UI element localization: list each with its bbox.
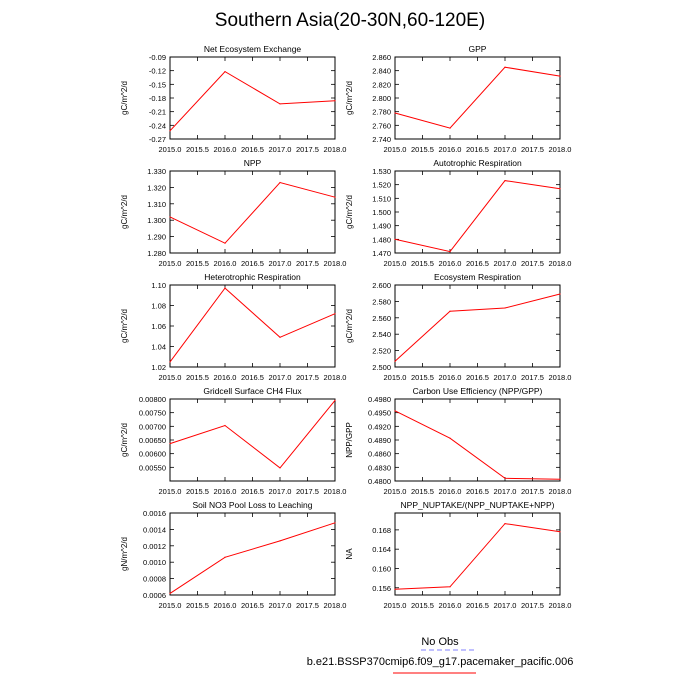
y-tick-label: 2.740 xyxy=(372,135,391,144)
y-tick-label: 1.02 xyxy=(151,363,166,372)
x-tick-label: 2018.0 xyxy=(323,487,347,496)
series-line-0 xyxy=(170,72,335,131)
y-tick-label: 0.4920 xyxy=(368,422,391,432)
x-tick-label: 2018.0 xyxy=(548,373,572,382)
panel-3 xyxy=(345,158,571,268)
data-point xyxy=(449,438,450,439)
panel-4 xyxy=(120,272,346,382)
y-tick-label: 0.00600 xyxy=(138,449,166,459)
y-tick-label: -0.12 xyxy=(148,66,166,76)
x-tick-label: 2017.5 xyxy=(296,487,319,496)
data-point xyxy=(394,361,395,362)
x-tick-label: 2017.5 xyxy=(521,601,544,610)
plot-frame xyxy=(395,399,560,481)
data-point xyxy=(169,130,170,131)
x-tick-label: 2015.5 xyxy=(411,145,434,154)
x-tick-label: 2017.0 xyxy=(268,145,292,154)
x-tick-label: 2016.0 xyxy=(213,487,237,496)
data-point xyxy=(169,593,170,594)
y-tick-label: 0.156 xyxy=(372,583,391,593)
x-tick-label: 2015.5 xyxy=(411,373,434,382)
data-point xyxy=(334,313,335,314)
y-tick-label: 1.04 xyxy=(151,342,166,352)
data-point xyxy=(394,112,395,113)
data-point xyxy=(279,103,280,104)
x-tick-label: 2016.5 xyxy=(241,259,264,268)
data-point xyxy=(449,311,450,312)
x-tick-label: 2017.5 xyxy=(521,145,544,154)
series-line-0 xyxy=(170,523,335,594)
y-tick-label: 1.480 xyxy=(372,235,391,245)
data-point xyxy=(504,180,505,181)
x-tick-label: 2017.5 xyxy=(521,487,544,496)
x-tick-label: 2016.0 xyxy=(213,259,237,268)
data-point xyxy=(394,239,395,240)
x-tick-label: 2018.0 xyxy=(548,487,572,496)
y-tick-label: 2.580 xyxy=(372,297,391,307)
x-tick-label: 2016.5 xyxy=(466,601,489,610)
y-tick-label: -0.15 xyxy=(148,80,166,90)
data-point xyxy=(169,443,170,444)
plot-frame xyxy=(170,285,335,367)
data-point xyxy=(334,197,335,198)
series-line-0 xyxy=(395,294,560,361)
y-tick-label: 0.4950 xyxy=(368,408,391,418)
y-tick-label: 2.860 xyxy=(372,53,391,62)
plot-frame xyxy=(170,57,335,139)
y-tick-label: 1.08 xyxy=(151,301,166,311)
y-tick-label: 1.330 xyxy=(147,167,166,176)
y-tick-label: 2.540 xyxy=(372,330,391,340)
data-point xyxy=(224,557,225,558)
x-tick-label: 2015.0 xyxy=(158,487,182,496)
data-point xyxy=(504,478,505,479)
legend-obs-label: No Obs xyxy=(421,636,459,648)
y-axis-label: gC/m^2/d xyxy=(345,309,354,343)
y-tick-label: 1.520 xyxy=(372,180,391,190)
y-tick-label: 0.0014 xyxy=(143,525,166,535)
x-tick-label: 2015.0 xyxy=(158,259,182,268)
plot-frame xyxy=(170,171,335,253)
legend-model-label: b.e21.BSSP370cmip6.f09_g17.pacemaker_pacific.006 xyxy=(306,656,574,668)
y-tick-label: -0.09 xyxy=(148,53,166,62)
y-tick-label: 1.530 xyxy=(372,167,391,176)
panel-title: Heterotrophic Respiration xyxy=(204,272,301,282)
data-point xyxy=(504,67,505,68)
y-tick-label: 1.510 xyxy=(372,194,391,204)
panel-title: NPP_NUPTAKE/(NPP_NUPTAKE+NPP) xyxy=(400,500,555,510)
series-line-0 xyxy=(395,67,560,128)
data-point xyxy=(224,71,225,72)
x-tick-label: 2016.0 xyxy=(213,373,237,382)
x-tick-label: 2018.0 xyxy=(548,259,572,268)
y-axis-label: gC/m^2/d xyxy=(120,81,129,115)
x-tick-label: 2016.0 xyxy=(438,601,462,610)
y-tick-label: 2.800 xyxy=(372,94,391,103)
y-tick-label: 2.520 xyxy=(372,346,391,356)
y-tick-label: 2.500 xyxy=(372,363,391,372)
data-point xyxy=(449,251,450,252)
y-axis-label: gC/m^2/d xyxy=(120,309,129,343)
y-tick-label: 1.500 xyxy=(372,208,391,217)
plot-frame xyxy=(395,285,560,367)
y-tick-label: -0.27 xyxy=(148,135,166,144)
y-tick-label: 0.00550 xyxy=(138,463,166,473)
y-tick-label: 1.470 xyxy=(372,249,391,258)
x-tick-label: 2016.5 xyxy=(466,259,489,268)
series-line-0 xyxy=(170,183,335,244)
y-tick-label: -0.18 xyxy=(148,94,166,103)
panel-7 xyxy=(345,386,571,496)
data-point xyxy=(449,586,450,587)
x-tick-label: 2015.5 xyxy=(411,487,434,496)
y-axis-label: NPP/GPP xyxy=(345,422,354,458)
y-tick-label: -0.24 xyxy=(148,121,166,131)
data-point xyxy=(224,287,225,288)
y-tick-label: 0.160 xyxy=(372,564,391,574)
data-point xyxy=(279,182,280,183)
x-tick-label: 2018.0 xyxy=(548,601,572,610)
data-point xyxy=(559,479,560,480)
series-line-0 xyxy=(395,524,560,590)
y-tick-label: 0.00750 xyxy=(138,408,166,418)
y-tick-label: 2.560 xyxy=(372,313,391,323)
x-tick-label: 2017.5 xyxy=(296,259,319,268)
data-point xyxy=(559,531,560,532)
x-tick-label: 2016.5 xyxy=(241,601,264,610)
panel-title: Carbon Use Efficiency (NPP/GPP) xyxy=(412,386,543,396)
data-point xyxy=(559,188,560,189)
y-tick-label: 0.0008 xyxy=(143,574,166,584)
y-tick-label: 0.4980 xyxy=(368,395,391,404)
x-tick-label: 2015.5 xyxy=(186,373,209,382)
plot-frame xyxy=(395,171,560,253)
x-tick-label: 2016.5 xyxy=(241,487,264,496)
y-tick-label: 1.320 xyxy=(147,183,166,193)
x-tick-label: 2016.0 xyxy=(438,373,462,382)
y-tick-label: 0.4800 xyxy=(368,477,391,486)
x-tick-label: 2017.5 xyxy=(296,145,319,154)
y-tick-label: 1.10 xyxy=(151,281,166,290)
plot-frame xyxy=(170,513,335,595)
series-line-0 xyxy=(395,181,560,252)
x-tick-label: 2017.0 xyxy=(493,487,517,496)
data-point xyxy=(279,540,280,541)
data-point xyxy=(504,523,505,524)
y-tick-label: 2.780 xyxy=(372,107,391,117)
y-tick-label: 0.168 xyxy=(372,525,391,535)
x-tick-label: 2016.0 xyxy=(438,487,462,496)
data-point xyxy=(224,243,225,244)
y-tick-label: 2.840 xyxy=(372,66,391,76)
plot-frame xyxy=(170,399,335,481)
x-tick-label: 2017.0 xyxy=(493,259,517,268)
x-tick-label: 2017.0 xyxy=(493,145,517,154)
panel-title: Ecosystem Respiration xyxy=(434,272,521,282)
panel-5 xyxy=(345,272,571,382)
series-line-0 xyxy=(170,400,335,468)
data-point xyxy=(334,100,335,101)
data-point xyxy=(504,307,505,308)
x-tick-label: 2016.0 xyxy=(213,601,237,610)
x-tick-label: 2015.5 xyxy=(411,259,434,268)
x-tick-label: 2015.5 xyxy=(186,259,209,268)
x-tick-label: 2016.5 xyxy=(241,145,264,154)
x-tick-label: 2015.0 xyxy=(383,259,407,268)
data-point xyxy=(394,589,395,590)
x-tick-label: 2015.5 xyxy=(186,145,209,154)
x-tick-label: 2018.0 xyxy=(323,373,347,382)
y-tick-label: 2.600 xyxy=(372,281,391,290)
panel-0 xyxy=(120,44,346,154)
x-tick-label: 2018.0 xyxy=(323,259,347,268)
x-tick-label: 2017.5 xyxy=(296,601,319,610)
y-tick-label: 0.164 xyxy=(372,545,391,555)
series-line-0 xyxy=(170,288,335,362)
x-tick-label: 2015.5 xyxy=(411,601,434,610)
data-point xyxy=(334,400,335,401)
data-point xyxy=(559,76,560,77)
y-tick-label: 0.4890 xyxy=(368,436,391,445)
panel-title: Soil NO3 Pool Loss to Leaching xyxy=(192,500,313,510)
x-tick-label: 2017.0 xyxy=(268,259,292,268)
x-tick-label: 2015.0 xyxy=(383,601,407,610)
x-tick-label: 2016.0 xyxy=(438,259,462,268)
x-tick-label: 2015.0 xyxy=(383,373,407,382)
data-point xyxy=(224,425,225,426)
y-axis-label: gN/m^2/d xyxy=(120,537,129,571)
x-tick-label: 2016.0 xyxy=(438,145,462,154)
x-tick-label: 2016.0 xyxy=(213,145,237,154)
y-axis-label: gC/m^2/d xyxy=(120,195,129,229)
x-tick-label: 2016.5 xyxy=(466,373,489,382)
x-tick-label: 2015.0 xyxy=(383,487,407,496)
x-tick-label: 2016.5 xyxy=(466,145,489,154)
data-point xyxy=(279,337,280,338)
panel-title: NPP xyxy=(243,158,262,168)
x-tick-label: 2017.0 xyxy=(268,373,292,382)
y-tick-label: 1.06 xyxy=(151,322,166,331)
x-tick-label: 2017.0 xyxy=(268,601,292,610)
x-tick-label: 2018.0 xyxy=(323,145,347,154)
y-tick-label: 0.4860 xyxy=(368,449,391,459)
y-tick-label: -0.21 xyxy=(148,107,166,117)
panel-1 xyxy=(345,44,571,154)
y-tick-label: 1.290 xyxy=(147,232,166,242)
panel-title: GPP xyxy=(468,44,487,54)
y-tick-label: 0.4830 xyxy=(368,463,391,473)
x-tick-label: 2017.5 xyxy=(521,373,544,382)
x-tick-label: 2017.0 xyxy=(268,487,292,496)
x-tick-label: 2015.5 xyxy=(186,601,209,610)
y-axis-label: gC/m^2/d xyxy=(120,423,129,457)
x-tick-label: 2015.0 xyxy=(158,601,182,610)
y-tick-label: 1.280 xyxy=(147,249,166,258)
plot-frame xyxy=(395,513,560,595)
x-tick-label: 2015.0 xyxy=(158,373,182,382)
y-tick-label: 0.00800 xyxy=(138,395,166,404)
x-tick-label: 2015.5 xyxy=(186,487,209,496)
y-tick-label: 0.0016 xyxy=(143,509,166,518)
y-axis-label: gC/m^2/d xyxy=(345,81,354,115)
y-tick-label: 0.00650 xyxy=(138,436,166,445)
data-point xyxy=(449,127,450,128)
x-tick-label: 2015.0 xyxy=(383,145,407,154)
x-tick-label: 2015.0 xyxy=(158,145,182,154)
y-tick-label: 1.310 xyxy=(147,199,166,209)
panel-title: Gridcell Surface CH4 Flux xyxy=(203,386,302,396)
y-tick-label: 1.490 xyxy=(372,221,391,231)
x-tick-label: 2018.0 xyxy=(323,601,347,610)
x-tick-label: 2017.5 xyxy=(296,373,319,382)
panel-title: Autotrophic Respiration xyxy=(433,158,522,168)
x-tick-label: 2016.5 xyxy=(241,373,264,382)
panel-9 xyxy=(345,500,571,610)
x-tick-label: 2017.0 xyxy=(493,601,517,610)
series-line-0 xyxy=(395,411,560,479)
x-tick-label: 2016.5 xyxy=(466,487,489,496)
data-point xyxy=(334,522,335,523)
panel-6 xyxy=(120,386,346,496)
y-tick-label: 0.00700 xyxy=(138,422,166,432)
y-axis-label: NA xyxy=(345,548,354,560)
y-tick-label: 0.0010 xyxy=(143,558,166,568)
y-tick-label: 0.0006 xyxy=(143,591,166,600)
y-tick-label: 2.760 xyxy=(372,121,391,131)
panel-title: Net Ecosystem Exchange xyxy=(203,44,302,54)
y-tick-label: 1.300 xyxy=(147,216,166,226)
data-point xyxy=(169,216,170,217)
x-tick-label: 2017.5 xyxy=(521,259,544,268)
panel-8 xyxy=(120,500,346,610)
y-tick-label: 2.820 xyxy=(372,80,391,90)
data-point xyxy=(559,293,560,294)
page-title: Southern Asia(20-30N,60-120E) xyxy=(214,10,486,31)
data-point xyxy=(169,361,170,362)
x-tick-label: 2018.0 xyxy=(548,145,572,154)
panel-2 xyxy=(120,158,346,268)
y-tick-label: 0.0012 xyxy=(143,541,166,551)
y-axis-label: gC/m^2/d xyxy=(345,195,354,229)
data-point xyxy=(394,410,395,411)
x-tick-label: 2017.0 xyxy=(493,373,517,382)
data-point xyxy=(279,467,280,468)
